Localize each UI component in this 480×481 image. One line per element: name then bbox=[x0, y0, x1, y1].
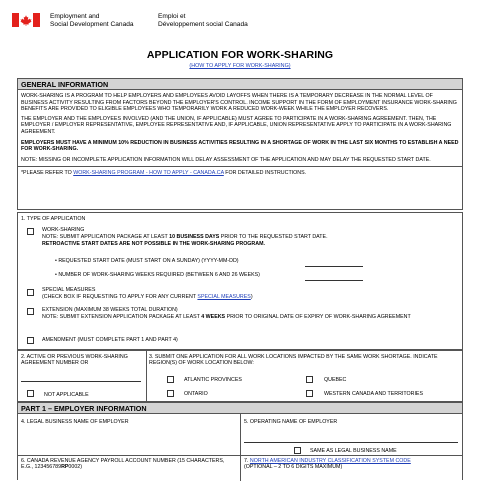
q7-label bbox=[244, 458, 460, 471]
refer-suffix: FOR DETAILED INSTRUCTIONS. bbox=[223, 170, 307, 177]
ontario-label: ONTARIO bbox=[184, 391, 208, 397]
start-date-input[interactable] bbox=[305, 266, 363, 267]
amendment-checkbox[interactable] bbox=[27, 337, 34, 344]
q3-label: 3. SUBMIT ONE APPLICATION FOR ALL WORK LOCATIONS IMPACTED BY THE SAME WORK SHORTAGE. INDICATE REGION(S) OF WORK LOCATION BELOW: bbox=[149, 354, 438, 367]
special-measures-checkbox[interactable] bbox=[27, 289, 34, 296]
quebec-label: QUEBEC bbox=[324, 377, 347, 383]
agreement-and-regions-section bbox=[17, 350, 463, 402]
q7-suffix: (OPTIONAL – 2 TO 6 DIGITS MAXIMUM) bbox=[244, 464, 343, 471]
q6-a: 6. CANADA REVENUE AGENCY PAYROLL ACCOUNT NUMBER (15 CHARACTERS, E.G., 123456789 bbox=[21, 458, 225, 471]
ext-note-c: PRIOR TO ORIGINAL DATE OF EXPIRY OF WORK-SHARING AGREEMENT bbox=[225, 314, 411, 320]
general-paragraph-3: EMPLOYERS MUST HAVE A MINIMUM 10% REDUCTION IN BUSINESS ACTIVITIES RESULTING IN A SHORTAGE OF WORK IN THE LAST SIX MONTHS TO ESTABLISH A NEED FOR WORK-SHARING. bbox=[21, 139, 459, 153]
not-applicable-checkbox[interactable] bbox=[27, 390, 34, 397]
special-note-b: ) bbox=[250, 294, 253, 300]
refer-prefix: *PLEASE REFER TO bbox=[21, 170, 74, 177]
department-name-english bbox=[50, 13, 134, 29]
general-information-section bbox=[17, 78, 463, 210]
work-sharing-checkbox[interactable] bbox=[27, 228, 34, 235]
special-note-a: (CHECK BOX IF REQUESTING TO APPLY FOR ANY CURRENT bbox=[42, 294, 198, 300]
retroactive-note: RETROACTIVE START DATES ARE NOT POSSIBLE IN THE WORK-SHARING PROGRAM. bbox=[42, 241, 265, 247]
operating-name-input[interactable] bbox=[244, 442, 458, 443]
ext-note-a: NOTE: SUBMIT EXTENSION APPLICATION PACKAGE AT LEAST bbox=[42, 314, 202, 320]
agreement-number-input[interactable] bbox=[21, 381, 141, 382]
government-header bbox=[12, 10, 472, 36]
amendment-label: AMENDMENT (MUST COMPLETE PART 1 AND PART 4) bbox=[42, 337, 178, 343]
special-measures-label: SPECIAL MEASURES bbox=[42, 287, 96, 293]
general-paragraph-4: NOTE: MISSING OR INCOMPLETE APPLICATION INFORMATION WILL DELAY ASSESSMENT OF THE APPLICATION AND MAY DELAY THE REQUESTED START DATE. bbox=[21, 156, 431, 163]
type-of-application-section bbox=[17, 212, 463, 350]
work-sharing-label: WORK-SHARING bbox=[42, 227, 85, 233]
ws-note-b: 10 BUSINESS DAYS bbox=[169, 234, 220, 240]
atlantic-provinces-label: ATLANTIC PROVINCES bbox=[184, 377, 242, 383]
ws-note-a: NOTE: SUBMIT APPLICATION PACKAGE AT LEAST bbox=[42, 234, 170, 240]
ws-note-c: PRIOR TO THE REQUESTED START DATE. bbox=[219, 234, 328, 240]
requested-start-date-label: • REQUESTED START DATE (MUST START ON A SUNDAY) (YYYY-MM-DD) bbox=[55, 258, 239, 264]
general-information-heading: GENERAL INFORMATION bbox=[18, 79, 462, 89]
general-paragraph-2: THE EMPLOYER AND THE EMPLOYEES INVOLVED (AND THE UNION, IF APPLICABLE) MUST AGREE TO PARTICIPATE IN A WORK-SHARING AGREEMENT. THEN, THE EMPLOYER / EMPLOYER REPRESENTATIVE, EMPLOYEE REPRESENTATIVE AND, IF APPLICABLE, UNION REPRESENTATIVE APPLY TO PARTICIPATE IN A WORK-SHARING AGREEMENT. bbox=[21, 115, 452, 135]
western-canada-label: WESTERN CANADA AND TERRITORIES bbox=[324, 391, 423, 397]
q5-label: 5. OPERATING NAME OF EMPLOYER bbox=[244, 419, 338, 425]
same-as-legal-checkbox[interactable] bbox=[294, 447, 301, 454]
department-name-french bbox=[158, 13, 248, 29]
dept-fr-line1: Emploi et bbox=[158, 13, 186, 20]
not-applicable-label: NOT APPLICABLE bbox=[44, 392, 89, 398]
how-to-apply-canada-link[interactable]: WORK-SHARING PROGRAM - HOW TO APPLY - CANADA.CA bbox=[73, 170, 224, 177]
canada-flag-icon bbox=[12, 13, 40, 27]
q1-label: 1. TYPE OF APPLICATION bbox=[21, 216, 86, 222]
page-title: APPLICATION FOR WORK-SHARING bbox=[146, 49, 334, 61]
part1-employer-section bbox=[17, 402, 463, 480]
extension-checkbox[interactable] bbox=[27, 308, 34, 315]
q4-label: 4. LEGAL BUSINESS NAME OF EMPLOYER bbox=[21, 419, 129, 425]
general-paragraph-1: WORK-SHARING IS A PROGRAM TO HELP EMPLOYERS AND EMPLOYEES AVOID LAYOFFS WHEN THERE IS A TEMPORARY DECREASE IN THE NORMAL LEVEL OF BUSINESS ACTIVITY RESULTING FROM FACTORS BEYOND THE EMPLOYER'S CONTROL. INCOME SUPPORT IN THE FORM OF EMPLOYMENT INSURANCE WORK-SHARING BENEFITS ARE PROVIDED TO ELIGIBLE EMPLOYEES WHO TEMPORARILY WORK A REDUCED WORK-WEEK WHILE THE EMPLOYER RECOVERS. bbox=[21, 93, 457, 113]
special-measures-note bbox=[42, 294, 253, 300]
q6-b: RP bbox=[61, 464, 69, 471]
work-sharing-note bbox=[42, 234, 328, 240]
ontario-checkbox[interactable] bbox=[167, 390, 174, 397]
dept-en-line2: Social Development Canada bbox=[50, 21, 134, 28]
extension-note bbox=[42, 314, 452, 320]
how-to-apply-link[interactable]: (HOW TO APPLY FOR WORK-SHARING) bbox=[189, 63, 291, 69]
q2-label: 2. ACTIVE OR PREVIOUS WORK-SHARING AGREEMENT NUMBER OR bbox=[21, 354, 128, 367]
weeks-required-label: • NUMBER OF WORK-SHARING WEEKS REQUIRED (BETWEEN 6 AND 26 WEEKS) bbox=[55, 272, 260, 278]
q7-prefix: 7. bbox=[244, 458, 250, 464]
same-as-legal-label: SAME AS LEGAL BUSINESS NAME bbox=[310, 448, 397, 454]
dept-en-line1: Employment and bbox=[50, 13, 100, 20]
western-canada-checkbox[interactable] bbox=[306, 390, 313, 397]
q6-c: 0002) bbox=[68, 464, 82, 471]
naics-link[interactable]: NORTH AMERICAN INDUSTRY CLASSIFICATION SYSTEM CODE bbox=[249, 458, 411, 464]
atlantic-provinces-checkbox[interactable] bbox=[167, 376, 174, 383]
q6-label bbox=[21, 458, 231, 471]
dept-fr-line2: Développement social Canada bbox=[158, 21, 248, 28]
special-measures-link[interactable]: SPECIAL MEASURES bbox=[197, 294, 251, 300]
ext-note-b: 4 WEEKS bbox=[201, 314, 226, 320]
weeks-required-input[interactable] bbox=[305, 280, 363, 281]
extension-label: EXTENSION (MAXIMUM 38 WEEKS TOTAL DURATION) bbox=[42, 307, 178, 313]
quebec-checkbox[interactable] bbox=[306, 376, 313, 383]
part1-heading: PART 1 – EMPLOYER INFORMATION bbox=[18, 403, 462, 413]
refer-instructions bbox=[18, 167, 462, 177]
